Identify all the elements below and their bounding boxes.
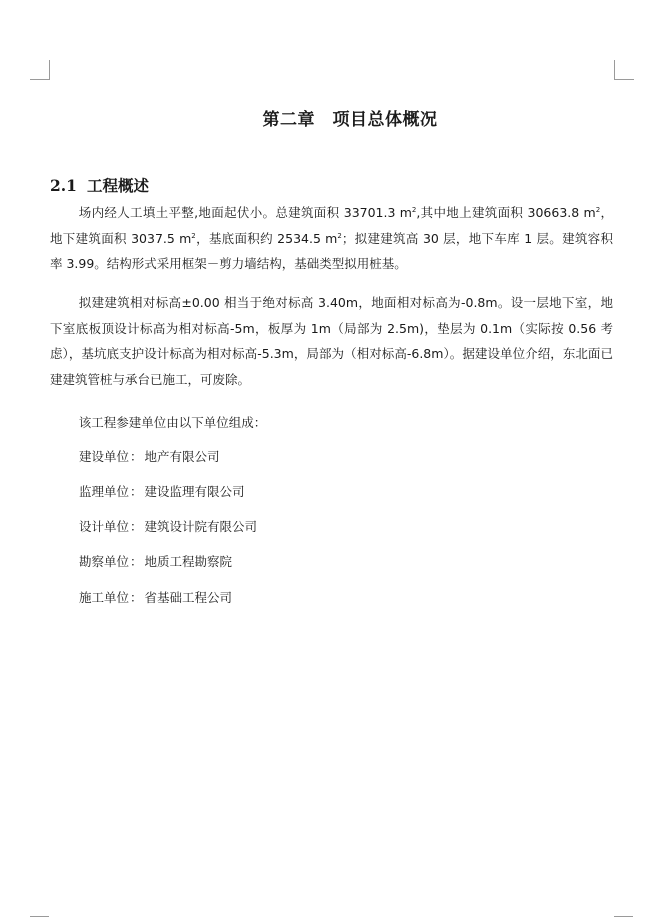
- unit-label: 建设单位: [79, 449, 130, 464]
- unit-value: 建设监理有限公司: [144, 484, 245, 499]
- section-heading: [50, 174, 149, 196]
- unit-label: 勘察单位: [79, 554, 130, 569]
- crop-mark-bottom-right: [614, 916, 633, 920]
- unit-colon: ：: [130, 554, 143, 569]
- unit-value: 建筑设计院有限公司: [144, 519, 258, 534]
- participant-unit-row: [79, 447, 220, 467]
- p1-text-1: 场内经人工填土平整,地面起伏小。总建筑面积 33701.3 m: [78, 205, 412, 220]
- participant-unit-row: [79, 588, 232, 608]
- p1-text-5: ；拟建建筑高 30 层，地下车库 1 层。建筑容积率 3.99。结构形式采用框架－剪力墙结构，基础类型拟用桩基。: [50, 230, 613, 271]
- unit-value: 地质工程勘察院: [144, 554, 233, 569]
- p1-text-4: ，基底面积约 2534.5 m: [195, 230, 338, 246]
- section-title: 工程概述: [86, 176, 149, 195]
- superscript: 2: [411, 206, 417, 214]
- p1-text-3: ，地下建筑面积 3037.5 m: [50, 205, 613, 246]
- unit-colon: ：: [130, 484, 143, 499]
- participant-unit-row: [79, 517, 257, 537]
- unit-label: 设计单位: [79, 519, 130, 534]
- chapter-title: 第二章 项目总体概况: [262, 110, 438, 130]
- unit-colon: ：: [130, 519, 143, 534]
- participant-unit-row: [79, 552, 232, 572]
- crop-mark-bottom-left: [30, 916, 49, 920]
- crop-mark-top-left: [30, 60, 50, 80]
- paragraph-elevation: 拟建建筑相对标高±0.00 相当于绝对标高 3.40m，地面相对标高为-0.8m。设一层地下室，地下室底板顶设计标高为相对标高-5m，板厚为 1m（局部为 2.5m)，垫层为 0.1m（实际按 0.56 考虑），基坑底支护设计标高为相对标高-5.3m，局部为（相对标高-6.8m）。据建设单位介绍，东北面已建建筑管桩与承台已施工，可废除。: [50, 295, 613, 387]
- unit-colon: ：: [130, 590, 143, 605]
- unit-label: 监理单位: [79, 484, 130, 499]
- unit-label: 施工单位: [79, 590, 130, 605]
- section-number: 2.1: [50, 176, 77, 195]
- participant-unit-row: [79, 482, 245, 502]
- paragraph-participants-intro: 该工程参建单位由以下单位组成：: [78, 415, 267, 430]
- unit-colon: ：: [130, 449, 143, 464]
- superscript: 2: [337, 231, 342, 240]
- paragraph-overview: [50, 200, 613, 277]
- superscript: 2: [191, 231, 196, 240]
- crop-mark-top-right: [614, 60, 634, 80]
- superscript: 2: [595, 206, 601, 214]
- unit-value: 地产有限公司: [144, 449, 220, 464]
- unit-value: 省基础工程公司: [144, 590, 233, 605]
- p1-text-2: ,其中地上建筑面积 30663.8 m: [416, 205, 596, 220]
